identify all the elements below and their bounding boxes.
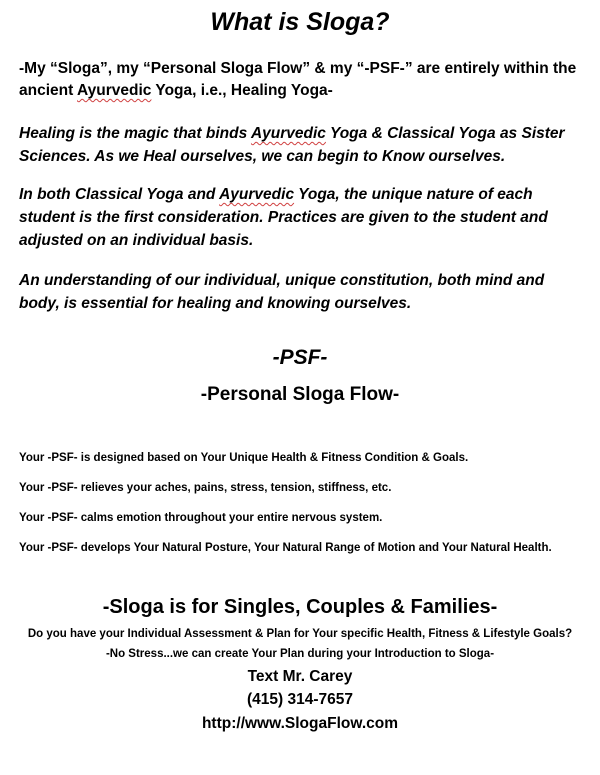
psf-subheading: -Personal Sloga Flow- xyxy=(200,384,400,405)
intro-text-start: -My “Sloga”, my “Personal Sloga Flow” & my “-PSF-” are entirely within the ancient xyxy=(19,60,577,99)
classical-ayurvedic-word: Ayurvedic xyxy=(219,186,295,203)
no-stress-line: -No Stress...we can create Your Plan during your Introduction to Sloga- xyxy=(105,648,495,660)
contact-phone: (415) 314-7657 xyxy=(247,691,353,708)
page-title: What is Sloga? xyxy=(210,8,390,36)
psf-point: Your -PSF- develops Your Natural Posture, Your Natural Range of Motion and Your Natural Health. xyxy=(19,542,552,554)
contact-text-line: Text Mr. Carey xyxy=(247,668,353,685)
classical-paragraph xyxy=(19,183,589,252)
contact-website: http://www.SlogaFlow.com xyxy=(201,715,399,732)
assessment-question: Do you have your Individual Assessment & Plan for Your specific Health, Fitness & Lifestyle Goals? xyxy=(27,628,573,640)
classical-text-end: Yoga, the unique nature of each student is the first consideration. Practices are given to the student and adjusted on an individual basis. xyxy=(19,186,548,249)
understanding-paragraph: An understanding of our individual, unique constitution, both mind and body, is essential for healing and knowing ourselves. xyxy=(19,272,545,312)
psf-point: Your -PSF- is designed based on Your Unique Health & Fitness Condition & Goals. xyxy=(19,452,469,464)
psf-points-list xyxy=(19,450,589,570)
healing-text-start: Healing is the magic that binds xyxy=(19,125,251,142)
singles-heading: -Sloga is for Singles, Couples & Families- xyxy=(102,596,498,618)
psf-point: Your -PSF- relieves your aches, pains, stress, tension, stiffness, etc. xyxy=(19,482,392,494)
intro-paragraph xyxy=(19,58,584,102)
healing-text-end: Yoga & Classical Yoga as Sister Sciences. As we Heal ourselves, we can begin to Know ourselves. xyxy=(19,125,565,165)
intro-text-end: Yoga, i.e., Healing Yoga- xyxy=(151,82,333,99)
psf-point: Your -PSF- calms emotion throughout your entire nervous system. xyxy=(19,512,383,524)
intro-ayurvedic-word: Ayurvedic xyxy=(77,82,152,99)
psf-heading: -PSF- xyxy=(272,346,328,369)
healing-ayurvedic-word: Ayurvedic xyxy=(250,125,326,142)
classical-text-start: In both Classical Yoga and xyxy=(19,186,220,203)
healing-paragraph xyxy=(19,122,589,168)
